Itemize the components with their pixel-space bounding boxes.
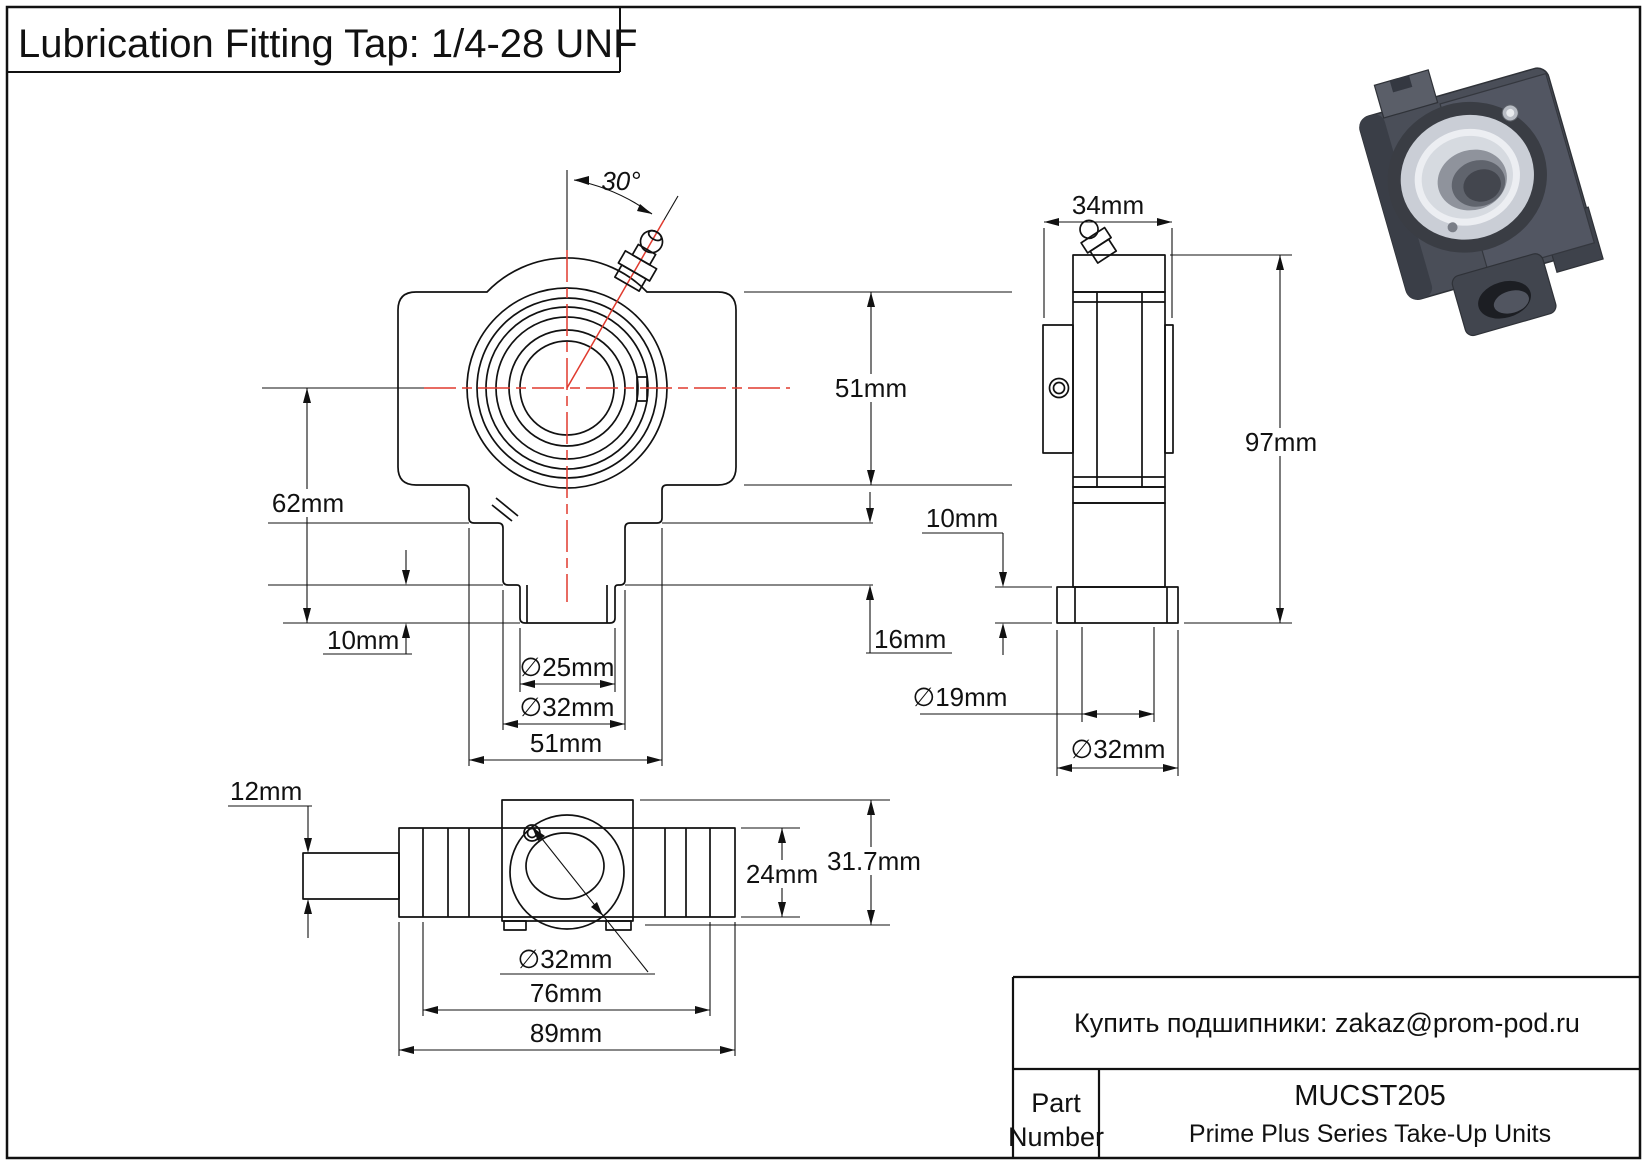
dim-bottom-bore-group <box>500 827 655 974</box>
bottom-rail-arm <box>303 853 399 899</box>
page-title: Lubrication Fitting Tap: 1/4-28 UNF <box>18 22 638 66</box>
dim-bottom-bore: ∅32mm <box>517 944 613 974</box>
dim-side-total-height: 97mm <box>1244 427 1318 457</box>
side-column <box>1073 503 1165 587</box>
side-body <box>1073 292 1165 487</box>
dim-bottom-inner-width: 76mm <box>529 978 603 1008</box>
part-label-line2: Number <box>1007 1122 1105 1152</box>
dim-front-pilot-height: 10mm <box>327 625 400 655</box>
dim-front-upper-height-group <box>744 292 1012 485</box>
fitting-axis-leader <box>567 220 664 388</box>
bottom-view <box>228 776 926 1056</box>
dim-bottom-depth: 31.7mm <box>827 846 921 876</box>
contact-text: Купить подшипники: zakaz@prom-pod.ru <box>1074 1008 1580 1038</box>
dim-side-bar-width: ∅32mm <box>1070 734 1166 764</box>
render-3d <box>1349 38 1613 350</box>
dim-front-stem-height: 16mm <box>874 624 947 654</box>
dim-front-lower-height: 62mm <box>271 488 345 518</box>
series-name: Prime Plus Series Take-Up Units <box>1188 1120 1552 1148</box>
bottom-slot-boss <box>502 800 633 921</box>
dim-front-lower-height-group <box>270 388 520 623</box>
dim-front-angle: 30° <box>601 166 641 196</box>
dim-front-bore: ∅25mm <box>519 652 615 682</box>
part-number: MUCST205 <box>1294 1080 1446 1112</box>
dim-side-bore-group <box>913 627 1154 722</box>
part-label-line1: Part <box>1031 1088 1081 1118</box>
side-cap <box>1073 255 1165 292</box>
dim-bottom-channel: 24mm <box>745 859 819 889</box>
dim-side-depth-group <box>1044 190 1172 318</box>
dim-side-bar-width-group <box>1057 630 1178 776</box>
dim-front-upper-height: 51mm <box>834 373 908 403</box>
dim-front-slot-width-group <box>469 528 662 766</box>
dim-bottom-channel-group <box>741 828 820 917</box>
front-view <box>262 166 1012 766</box>
dim-bottom-arm-group <box>228 776 312 938</box>
side-view <box>913 190 1320 776</box>
dim-bottom-overall-width: 89mm <box>529 1018 603 1048</box>
dim-front-pilot-height-group <box>323 550 412 655</box>
dim-front-angle-group <box>574 166 652 214</box>
title-block <box>1008 977 1639 1157</box>
dim-front-stem: ∅32mm <box>519 692 615 722</box>
set-screw <box>1050 379 1069 398</box>
dim-bottom-arm: 12mm <box>230 776 303 806</box>
dim-side-bar-thickness: 10mm <box>925 503 999 533</box>
dim-side-depth: 34mm <box>1071 190 1145 220</box>
bottom-frame-band <box>399 828 735 917</box>
dim-side-bore: ∅19mm <box>912 682 1008 712</box>
dim-front-bore-group <box>520 628 615 692</box>
dim-side-total-height-group <box>1170 255 1320 623</box>
centerlines <box>262 170 790 602</box>
dim-front-slot-width: 51mm <box>529 728 603 758</box>
side-front-plate <box>1165 325 1173 453</box>
